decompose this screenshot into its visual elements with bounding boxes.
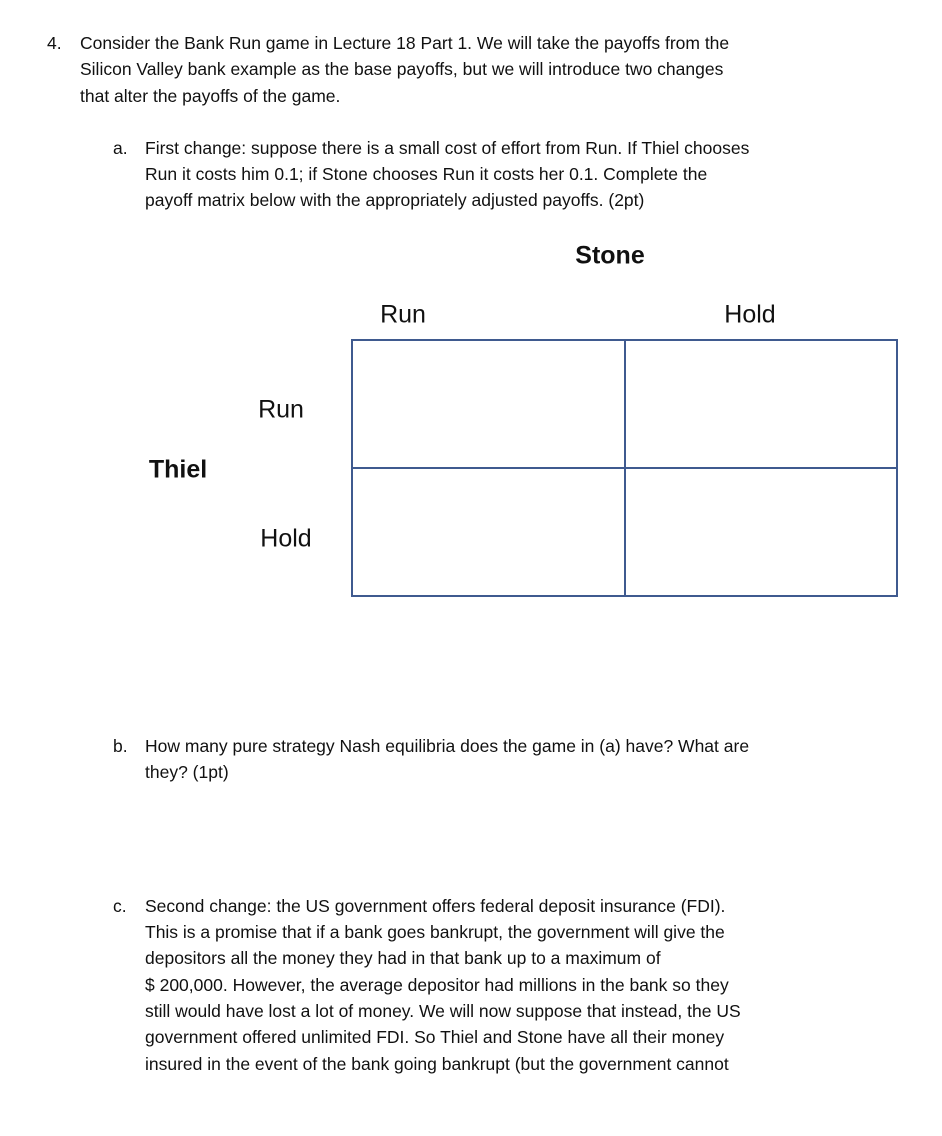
payoff-cell-run-run[interactable] xyxy=(351,339,626,469)
column-header-run: Run xyxy=(380,300,426,329)
part-a-label: a. xyxy=(113,138,128,158)
part-c-text: Second change: the US government offers federal deposit insurance (FDI). xyxy=(145,896,726,916)
column-player-label: Stone xyxy=(575,241,645,270)
question-number: 4. xyxy=(47,33,62,53)
part-c-text: insured in the event of the bank going bankrupt (but the government cannot xyxy=(145,1054,729,1074)
part-c-label: c. xyxy=(113,896,127,916)
part-c-text: government offered unlimited FDI. So Thiel and Stone have all their money xyxy=(145,1027,725,1047)
payoff-cell-run-hold[interactable] xyxy=(624,339,898,469)
column-header-hold: Hold xyxy=(724,300,776,329)
part-c-text: This is a promise that if a bank goes bankrupt, the government will give the xyxy=(145,922,725,942)
question-text: Silicon Valley bank example as the base payoffs, but we will introduce two changes xyxy=(80,59,724,79)
payoff-cell-hold-hold[interactable] xyxy=(624,467,898,597)
payoff-cell-hold-run[interactable] xyxy=(351,467,626,597)
question-text: Consider the Bank Run game in Lecture 18 Part 1. We will take the payoffs from the xyxy=(80,33,730,53)
row-player-label: Thiel xyxy=(148,455,208,484)
part-c-text: $ 200,000. However, the average depositor had millions in the bank so they xyxy=(145,975,729,995)
part-a-text: First change: suppose there is a small cost of effort from Run. If Thiel chooses xyxy=(145,138,750,158)
row-header-hold: Hold xyxy=(260,524,312,553)
part-c-text: still would have lost a lot of money. We will now suppose that instead, the US xyxy=(145,1001,741,1021)
part-b-text: they? (1pt) xyxy=(145,762,229,782)
part-b-label: b. xyxy=(113,736,128,756)
part-a-text: Run it costs him 0.1; if Stone chooses Run it costs her 0.1. Complete the xyxy=(145,164,708,184)
part-c-text: depositors all the money they had in that bank up to a maximum of xyxy=(145,948,661,968)
part-a-text: payoff matrix below with the appropriately adjusted payoffs. (2pt) xyxy=(145,190,645,210)
part-b-text: How many pure strategy Nash equilibria does the game in (a) have? What are xyxy=(145,736,750,756)
row-header-run: Run xyxy=(258,395,304,424)
question-text: that alter the payoffs of the game. xyxy=(80,86,341,106)
